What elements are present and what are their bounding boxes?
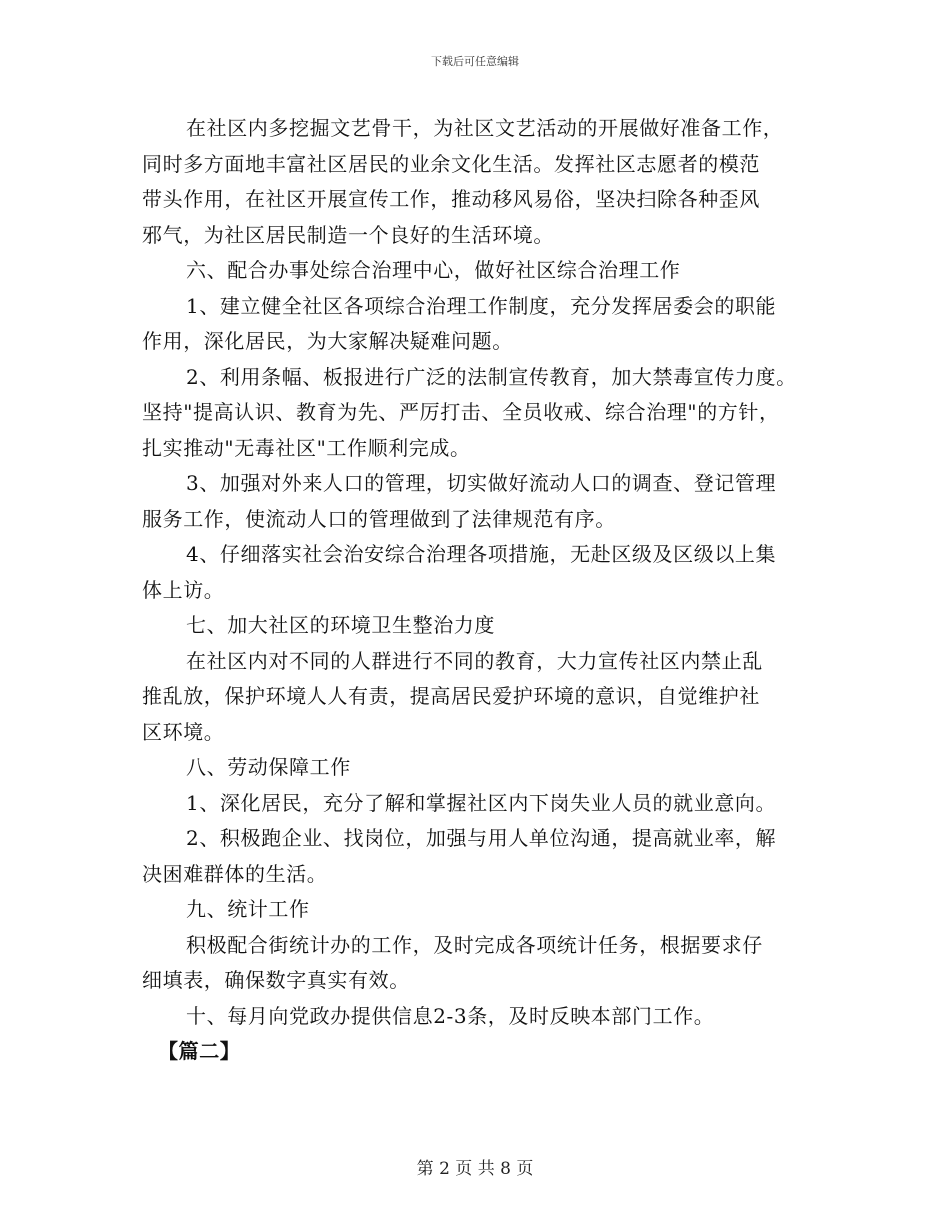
- text-line: 4、仔细落实社会治安综合治理各项措施，无赴区级及区级以上集: [186, 542, 777, 566]
- text-line: 扎实推动"无毒社区"工作顺利完成。: [142, 435, 471, 460]
- text-line: 在社区内多挖掘文艺骨干，为社区文艺活动的开展做好准备工作，: [186, 116, 784, 140]
- text-line: 同时多方面地丰富社区居民的业余文化生活。发挥社区志愿者的模范: [142, 151, 760, 176]
- text-line: 作用，深化居民，为大家解决疑难问题。: [142, 329, 513, 353]
- text-line: 六、配合办事处综合治理中心，做好社区综合治理工作: [186, 258, 681, 282]
- document-body: [142, 111, 822, 1070]
- text-line: 1、建立健全社区各项综合治理工作制度，充分发挥居委会的职能: [186, 293, 777, 318]
- text-line: 坚持"提高认识、教育为先、严厉打击、全员收戒、综合治理"的方针，: [142, 400, 780, 424]
- text-line: 2、积极跑企业、找岗位，加强与用人单位沟通，提高就业率，解: [186, 826, 777, 850]
- text-line: 决困难群体的生活。: [142, 861, 328, 886]
- text-line: 区环境。: [142, 719, 225, 744]
- text-line: 3、加强对外来人口的管理，切实做好流动人口的调查、登记管理: [186, 471, 777, 495]
- page-header: 下载后可任意编辑: [431, 55, 519, 68]
- page-footer: 第 2 页 共 8 页: [416, 1159, 534, 1179]
- text-line: 邪气，为社区居民制造一个良好的生活环境。: [142, 222, 554, 247]
- section-marker: 【篇二】: [158, 1039, 241, 1063]
- text-line: 积极配合街统计办的工作，及时完成各项统计任务，根据要求仔: [186, 932, 763, 957]
- text-line: 推乱放，保护环境人人有责，提高居民爱护环境的意识，自觉维护社: [142, 684, 760, 708]
- text-line: 带头作用，在社区开展宣传工作，推动移风易俗，坚决扫除各种歪风: [142, 187, 760, 211]
- text-line: 在社区内对不同的人群进行不同的教育，大力宣传社区内禁止乱: [186, 648, 763, 673]
- text-line: 九、统计工作: [186, 897, 310, 921]
- text-line: 八、劳动保障工作: [186, 755, 351, 779]
- text-line: 2、利用条幅、板报进行广泛的法制宣传教育，加大禁毒宣传力度。: [186, 364, 797, 389]
- text-line: 体上访。: [142, 577, 225, 602]
- text-line: 七、加大社区的环境卫生整治力度: [186, 613, 495, 637]
- text-line: 服务工作，使流动人口的管理做到了法律规范有序。: [142, 506, 616, 531]
- text-line: 细填表，确保数字真实有效。: [142, 968, 410, 992]
- text-line: 1、深化居民，充分了解和掌握社区内下岗失业人员的就业意向。: [186, 790, 777, 815]
- text-line: 十、每月向党政办提供信息2-3条，及时反映本部门工作。: [186, 1003, 715, 1028]
